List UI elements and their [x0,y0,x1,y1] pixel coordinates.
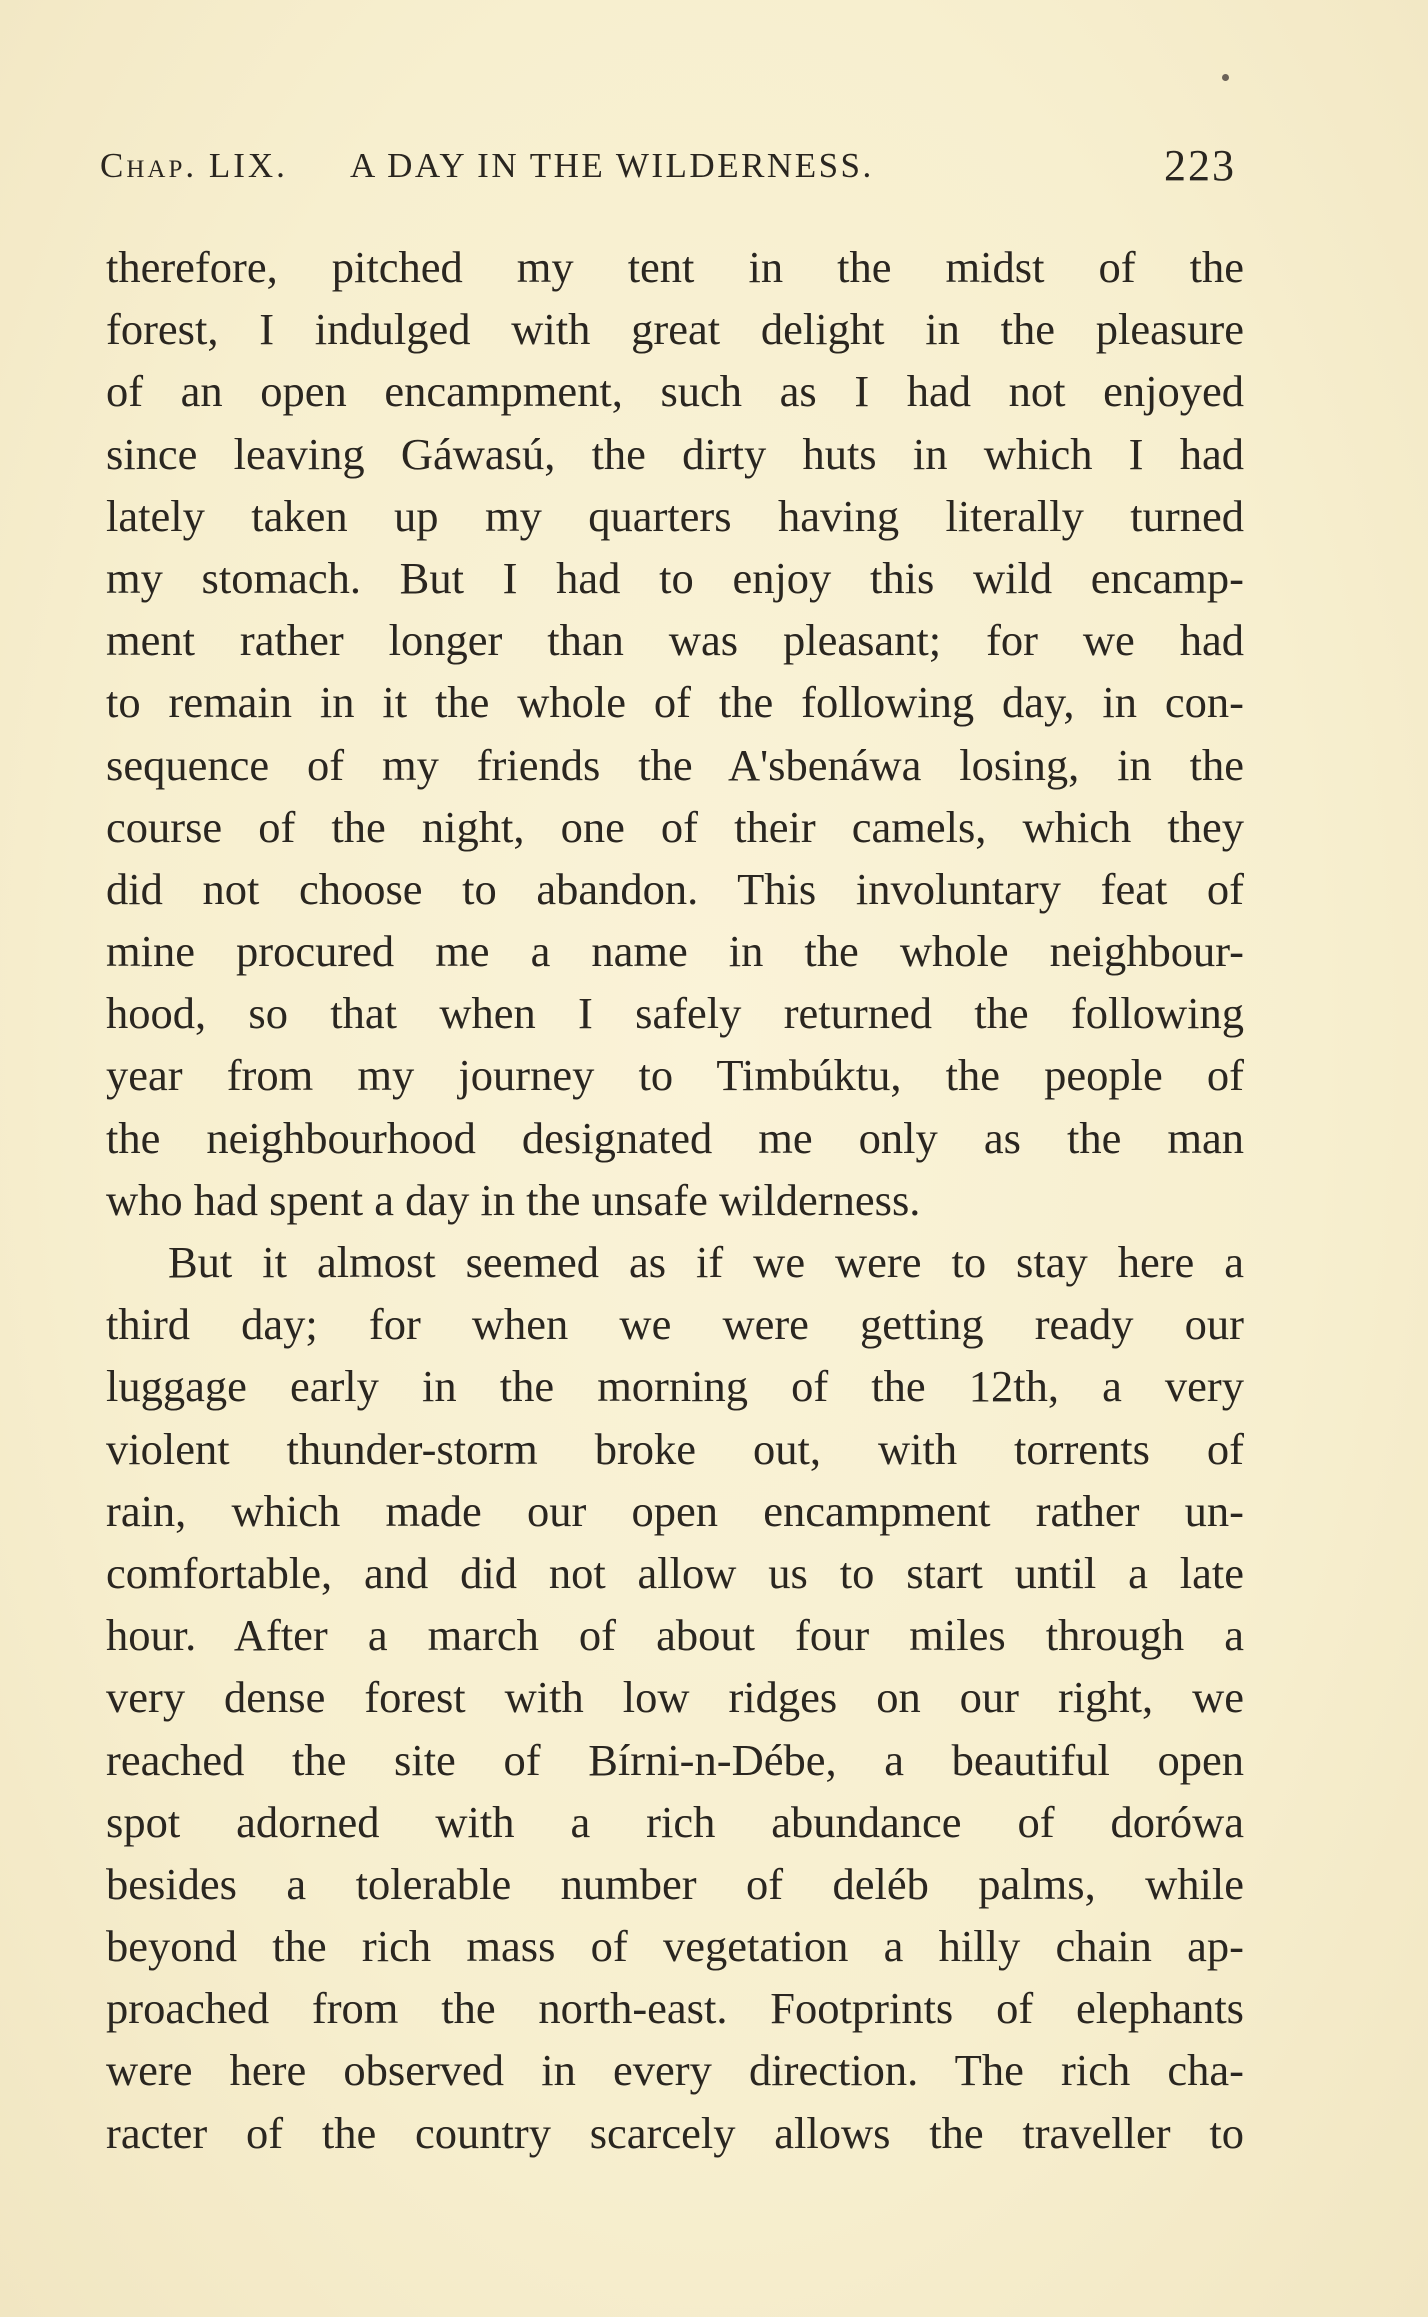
text-line: beyond the rich mass of vegetation a hilly chain ap- [106,1921,1244,1972]
text-line: very dense forest with low ridges on our right, we [106,1672,1244,1723]
text-line: reached the site of Bírni-n-Débe, a beautiful open [106,1734,1244,1785]
running-title: A DAY IN THE WILDERNESS. [350,146,874,185]
text-line: spot adorned with a rich abundance of dorówa [106,1796,1244,1847]
text-line: ment rather longer than was pleasant; for we had [106,615,1244,666]
paragraph-start-line: But it almost seemed as if we were to stay here a [168,1237,1244,1287]
text-line: therefore, pitched my tent in the midst of the [106,242,1244,292]
text-line: racter of the country scarcely allows the traveller to [106,2107,1244,2158]
text-line: proached from the north-east. Footprints of elephants [106,1983,1244,2034]
text-line: to remain in it the whole of the following day, in con- [106,677,1244,728]
paragraph-end-line: who had spent a day in the unsafe wilderness. [106,1174,921,1225]
text-line: forest, I indulged with great delight in the pleasure [106,304,1244,355]
text-line: the neighbourhood designated me only as the man [106,1112,1244,1163]
text-line: luggage early in the morning of the 12th, a very [106,1361,1244,1412]
text-line: violent thunder-storm broke out, with torrents of [106,1423,1244,1474]
text-line: rain, which made our open encampment rather un- [106,1485,1244,1536]
text-line: since leaving Gáwasú, the dirty huts in which I had [106,428,1244,479]
body-text [106,236,1244,2164]
text-line: hood, so that when I safely returned the following [106,988,1244,1039]
text-line: besides a tolerable number of deléb palms, while [106,1858,1244,1909]
page-number: 223 [1164,141,1236,190]
text-line: third day; for when we were getting ready our [106,1299,1244,1350]
text-line: year from my journey to Timbúktu, the people of [106,1050,1244,1101]
ink-speck [1222,74,1229,81]
text-line: sequence of my friends the A'sbenáwa losing, in the [106,739,1244,790]
text-line: course of the night, one of their camels, which they [106,801,1244,852]
running-header [100,140,1236,200]
text-line: hour. After a march of about four miles through a [106,1610,1244,1661]
text-line: comfortable, and did not allow us to start until a late [106,1547,1244,1598]
text-line: my stomach. But I had to enjoy this wild encamp- [106,552,1244,603]
text-line: did not choose to abandon. This involuntary feat of [106,863,1244,914]
text-line: of an open encampment, such as I had not enjoyed [106,366,1244,417]
text-line: mine procured me a name in the whole neighbour- [106,926,1244,977]
text-line: were here observed in every direction. The rich cha- [106,2045,1244,2096]
text-line: lately taken up my quarters having literally turned [106,490,1244,541]
chapter-label: Chap. LIX. [100,146,288,185]
